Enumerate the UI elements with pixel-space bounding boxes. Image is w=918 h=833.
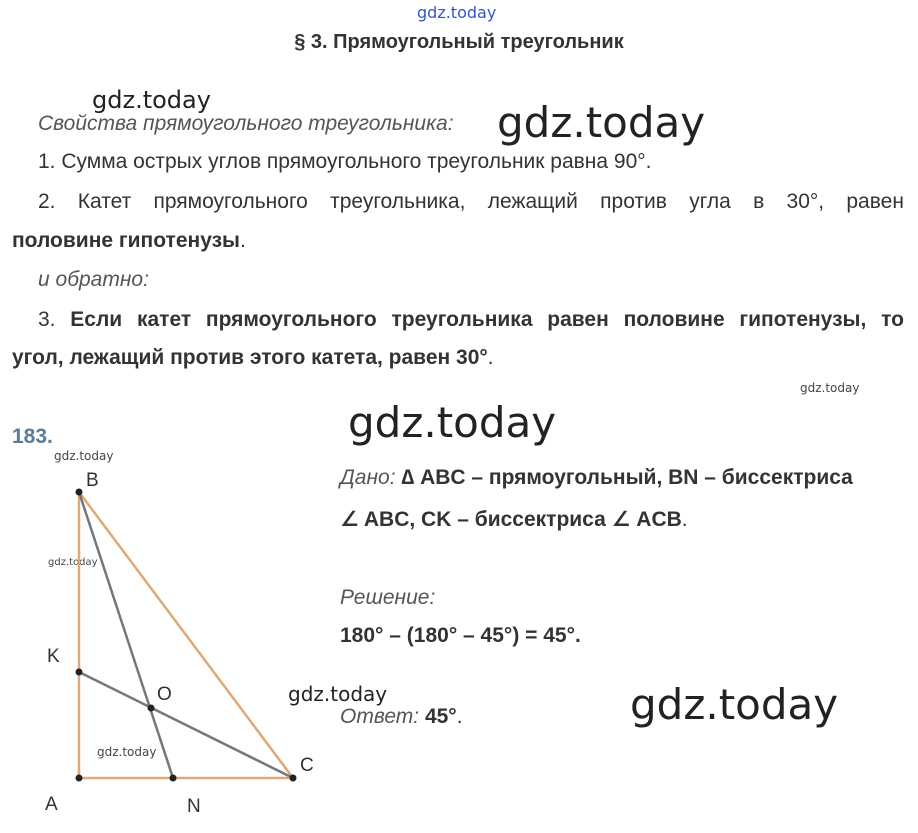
watermark: gdz.today xyxy=(348,398,557,447)
point-n xyxy=(170,775,177,782)
watermark: gdz.today xyxy=(800,381,860,395)
item-number: 3. xyxy=(38,308,56,331)
point-b xyxy=(76,489,83,496)
word: в xyxy=(753,190,765,213)
given-text: ∠ ABC, CK – биссектриса ∠ ACB xyxy=(340,508,682,531)
word: прямоугольного xyxy=(153,190,308,213)
watermark: gdz.today xyxy=(97,745,157,759)
word: лежащий xyxy=(487,190,578,213)
point-a xyxy=(76,775,83,782)
label-c: C xyxy=(300,755,314,776)
word: то xyxy=(881,308,904,331)
section-title: § 3. Прямоугольный треугольник xyxy=(294,31,624,53)
watermark: gdz.today xyxy=(497,98,706,147)
conversely-label: и обратно: xyxy=(38,268,149,291)
watermark: gdz.today xyxy=(417,3,497,22)
word: Если xyxy=(70,308,123,331)
solution-label: Решение: xyxy=(340,586,436,609)
period: . xyxy=(681,508,688,531)
emphasis: угол, лежащий против этого катета, равен 30° xyxy=(12,346,488,369)
word: 30°, xyxy=(786,190,825,213)
word: против xyxy=(600,190,667,213)
watermark: gdz.today xyxy=(92,86,211,114)
word: половине xyxy=(623,308,725,331)
solution-text: 180° – (180° – 45°) = 45°. xyxy=(340,624,581,647)
point-o xyxy=(148,705,155,712)
bisector-ck xyxy=(79,672,293,778)
watermark: gdz.today xyxy=(630,680,839,729)
word: угла xyxy=(689,190,731,213)
label-b: B xyxy=(86,470,99,491)
point-c xyxy=(290,775,297,782)
word: равен xyxy=(547,308,609,331)
period: . xyxy=(487,346,494,369)
emphasis: половине гипотенузы xyxy=(12,229,240,252)
word: прямоугольного xyxy=(205,308,377,331)
word: 2. xyxy=(38,190,56,213)
word: треугольника, xyxy=(330,190,466,213)
label-k: K xyxy=(47,646,60,667)
watermark: gdz.today xyxy=(288,682,388,706)
word: Катет xyxy=(77,190,132,213)
answer-value: 45° xyxy=(424,705,457,728)
label-n: N xyxy=(187,796,201,817)
label-o: O xyxy=(157,684,172,705)
period: . xyxy=(239,229,246,252)
point-k xyxy=(76,669,83,676)
property-1: 1. Сумма острых углов прямоугольного треугольник равна 90°. xyxy=(38,150,652,173)
word: гипотенузы, xyxy=(739,308,867,331)
label-a: A xyxy=(45,794,58,815)
given-label: Дано: xyxy=(340,466,396,489)
watermark: gdz.today xyxy=(48,557,98,568)
bisector-bn xyxy=(79,492,173,778)
watermark: gdz.today xyxy=(54,449,114,463)
period: . xyxy=(456,705,463,728)
given-text: ∆ ABC – прямоугольный, BN – биссектриса xyxy=(401,466,853,489)
answer-label: Ответ: xyxy=(340,705,420,728)
properties-heading: Свойства прямоугольного треугольника: xyxy=(38,112,454,135)
side-bc xyxy=(79,492,293,778)
word: треугольника xyxy=(391,308,533,331)
word: катет xyxy=(136,308,192,331)
problem-number: 183. xyxy=(12,425,53,448)
word: равен xyxy=(846,190,904,213)
